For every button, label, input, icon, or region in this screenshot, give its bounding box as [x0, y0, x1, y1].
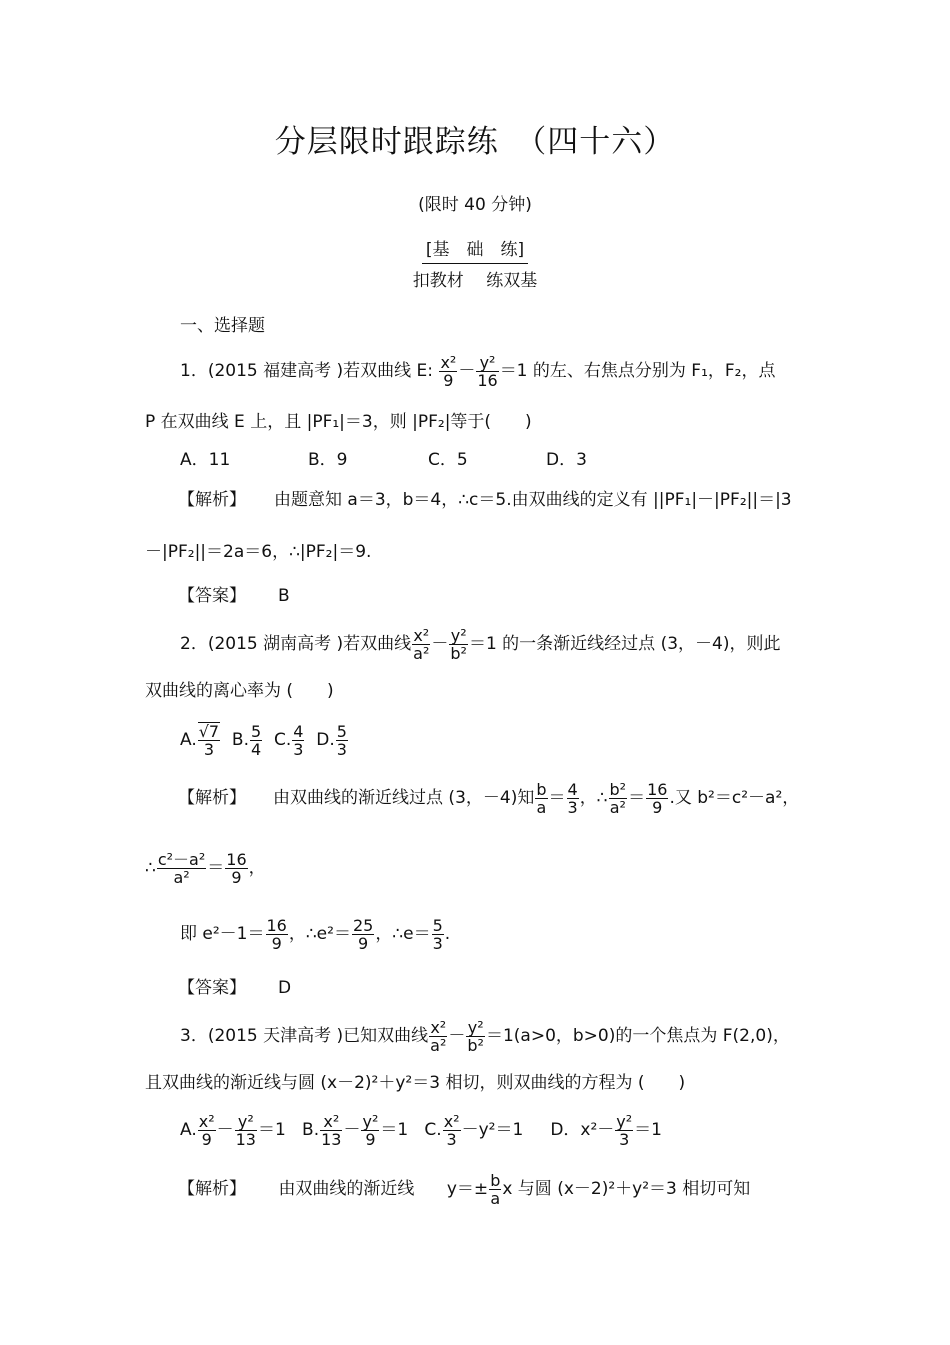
q2-an2-tail: ， — [248, 858, 266, 878]
q3-option-b-f2-num: y² — [362, 1111, 379, 1131]
q3-analysis-label: 【解析】 — [178, 1179, 246, 1199]
q2-an2-f2-num: 16 — [226, 849, 247, 869]
q2-option-a-den: 3 — [203, 740, 215, 759]
q2-an3-mid2: ，∴e＝ — [375, 924, 431, 944]
q2-an1-eq-1: ＝ — [548, 788, 566, 808]
q3-an1-text: 由双曲线的渐近线 — [278, 1179, 415, 1199]
q3-option-c-f1-den: 3 — [446, 1129, 457, 1149]
q3-option-b-frac-2 — [361, 1113, 379, 1148]
q1-analysis-line2: －|PF₂||＝2a＝6，∴|PF₂|＝9. — [145, 542, 372, 562]
q2-stem-line1 — [180, 624, 780, 664]
q3-option-c-frac-1 — [443, 1113, 461, 1148]
q3-option-a-f1-num: x² — [198, 1111, 215, 1131]
q2-an3-f1-num: 16 — [266, 915, 287, 935]
q3-option-b-tail: ＝1 — [380, 1120, 409, 1140]
q3-stem-line1 — [180, 1016, 790, 1056]
q3-option-a-frac-2 — [235, 1113, 257, 1148]
q1-f2-num: y² — [476, 354, 498, 372]
q2-option-b-den: 4 — [251, 739, 262, 759]
q3-option-b-f2-den: 9 — [365, 1129, 376, 1149]
q3-an1-f1-num: b — [490, 1170, 501, 1190]
q3-option-b-f1-den: 13 — [321, 1129, 342, 1149]
q3-option-a-f2-num: y² — [235, 1113, 257, 1131]
q2-an3-frac-1 — [266, 917, 288, 952]
q3-fraction-1 — [429, 1019, 447, 1054]
section-sub: 扣教材 练双基 — [412, 271, 538, 291]
q3-option-d-f1-num: y² — [616, 1111, 633, 1131]
q3-option-a-f2-den: 13 — [235, 1129, 256, 1149]
q1-answer: B — [278, 586, 290, 606]
q2-analysis-label: 【解析】 — [178, 788, 246, 808]
q2-an1-frac-2 — [567, 781, 579, 816]
q2-an1-f2-num: 4 — [567, 779, 578, 799]
q2-an3-f1-den: 9 — [271, 933, 282, 953]
q3-an1-tail: x 与圆 (x－2)²＋y²＝3 相切可知 — [502, 1179, 751, 1199]
q2-an1-f3-num: b² — [609, 779, 627, 799]
q3-option-c-tail: －y²＝1 — [461, 1120, 524, 1140]
q3-option-c-label: C. — [424, 1120, 442, 1140]
q3-option-d-f1-den: 3 — [619, 1129, 630, 1149]
q2-an2-lead: ∴ — [145, 858, 156, 878]
q2-an3-tail: . — [444, 924, 451, 944]
time-limit: (限时 40 分钟) — [418, 195, 532, 215]
q1-stem-line2: P 在双曲线 E 上，且 |PF₁|＝3，则 |PF₂|等于( ) — [145, 412, 532, 432]
q2-an1-f3-den: a² — [609, 797, 626, 817]
q3-an1-frac-1 — [489, 1172, 501, 1207]
q3-f2-num: y² — [467, 1017, 484, 1037]
q2-fraction-2 — [449, 627, 468, 662]
q3-option-b-frac-1 — [320, 1113, 342, 1148]
q3-option-a-minus: － — [216, 1120, 234, 1140]
q3-lead: 3．(2015 天津高考 )已知双曲线 — [180, 1026, 429, 1046]
q2-an1-eq-2: ＝ — [628, 788, 646, 808]
q2-option-d-frac — [336, 723, 348, 758]
q3-option-b-f1-num: x² — [320, 1113, 342, 1131]
q2-f2-den: b² — [450, 643, 467, 663]
q2-an1-frac-4 — [646, 781, 668, 816]
part-heading: 一、选择题 — [180, 316, 265, 336]
q3-option-b-label: B. — [302, 1120, 320, 1140]
q2-option-b-frac — [250, 723, 262, 758]
section-label-text: [基 础 练] — [422, 239, 528, 264]
q2-an2-f2-den: 9 — [231, 867, 242, 887]
q1-tail: ＝1 的左、右焦点分别为 F₁，F₂，点 — [499, 361, 776, 381]
q2-answer-label: 【答案】 — [178, 978, 246, 998]
q2-an1-f1-num: b — [536, 779, 547, 799]
q2-an1-tail: .又 b²＝c²－a²， — [669, 788, 800, 808]
q2-option-d-num: 5 — [336, 721, 347, 741]
q2-an2-eq: ＝ — [207, 858, 225, 878]
q2-an1-f1-den: a — [536, 797, 547, 817]
q3-option-d-frac-1 — [615, 1113, 633, 1148]
q2-option-d-den: 3 — [336, 739, 347, 759]
q3-fraction-2 — [466, 1019, 485, 1054]
q3-options — [180, 1110, 662, 1150]
q3-f2-den: b² — [467, 1035, 484, 1055]
q2-an3-lead: 即 e²－1＝ — [180, 924, 265, 944]
q2-analysis-line2 — [145, 848, 266, 888]
q1-option-c: C．5 — [428, 450, 468, 470]
q1-lead: 1．(2015 福建高考 )若双曲线 E: — [180, 361, 434, 381]
q1-answer-label: 【答案】 — [178, 586, 246, 606]
q2-option-a-frac — [198, 722, 220, 758]
q2-f1-num: x² — [413, 625, 430, 645]
q2-option-c-label: C. — [274, 730, 292, 750]
q2-tail: ＝1 的一条渐近线经过点 (3，－4)，则此 — [468, 634, 781, 654]
q3-option-a-label: A. — [180, 1120, 197, 1140]
q2-an1-text: 由双曲线的渐近线过点 (3，－4)知 — [273, 788, 535, 808]
q3-option-a-tail: ＝1 — [257, 1120, 286, 1140]
q3-f1-num: x² — [430, 1017, 447, 1037]
q3-option-a-f1-den: 9 — [201, 1129, 212, 1149]
q1-f2-den: 16 — [477, 370, 498, 390]
q2-an3-f2-den: 9 — [358, 933, 369, 953]
q2-an3-frac-2 — [352, 917, 374, 952]
q1-fraction-2 — [476, 354, 498, 389]
q2-an1-f2-den: 3 — [567, 797, 578, 817]
q2-option-c-num: 4 — [293, 721, 304, 741]
q3-option-a-frac-1 — [198, 1113, 216, 1148]
q2-an2-f1-den: a² — [173, 867, 190, 887]
q1-f1-den: 9 — [443, 370, 454, 390]
q2-analysis-line3 — [180, 914, 450, 954]
q2-an3-f3-num: 5 — [432, 915, 443, 935]
q2-an1-frac-3 — [609, 781, 628, 816]
q1-option-b: B．9 — [308, 450, 348, 470]
q3-minus: － — [448, 1026, 466, 1046]
q2-an2-frac-1 — [157, 851, 206, 886]
q2-an1-f4-den: 9 — [652, 797, 663, 817]
q2-analysis-line1 — [178, 778, 799, 818]
q2-an3-f2-num: 25 — [352, 915, 374, 935]
q2-an1-therefore: ，∴ — [579, 788, 608, 808]
q3-option-c-f1-num: x² — [443, 1111, 460, 1131]
q3-tail: ＝1(a>0，b>0)的一个焦点为 F(2,0)， — [485, 1026, 790, 1046]
q1-f1-num: x² — [440, 352, 457, 372]
q2-option-d-label: D. — [316, 730, 335, 750]
q2-an3-f3-den: 3 — [432, 933, 443, 953]
q2-f1-den: a² — [413, 643, 430, 663]
q3-an1-mid: y＝± — [446, 1179, 489, 1199]
q2-stem-line2: 双曲线的离心率为 ( ) — [145, 681, 334, 701]
q3-an1-f1-den: a — [490, 1188, 501, 1208]
q2-an3-frac-3 — [432, 917, 444, 952]
q2-option-c-den: 3 — [293, 739, 304, 759]
q2-fraction-1 — [412, 627, 430, 662]
q3-stem-line2: 且双曲线的渐近线与圆 (x－2)²＋y²＝3 相切，则双曲线的方程为 ( ) — [145, 1073, 686, 1093]
q2-option-a-num: √7 — [198, 722, 220, 741]
section-label — [0, 239, 950, 264]
q2-an3-mid: ，∴e²＝ — [288, 924, 351, 944]
q2-option-c-frac — [292, 723, 304, 758]
q2-an1-frac-1 — [535, 781, 547, 816]
q1-option-a: A．11 — [180, 450, 231, 470]
q1-stem-line1 — [180, 351, 776, 391]
q1-fraction-1 — [439, 354, 457, 389]
q2-option-a-label: A. — [180, 730, 197, 750]
page-title: 分层限时跟踪练 （四十六） — [274, 124, 676, 160]
q2-f2-num: y² — [450, 625, 467, 645]
q2-answer: D — [278, 978, 292, 998]
q1-option-d: D．3 — [546, 450, 587, 470]
q2-an1-f4-num: 16 — [647, 779, 668, 799]
q2-an2-frac-2 — [225, 851, 247, 886]
q2-an2-f1-num: c²－a² — [157, 849, 206, 869]
q3-f1-den: a² — [430, 1035, 447, 1055]
q2-option-b-num: 5 — [251, 721, 262, 741]
q3-option-d-tail: ＝1 — [634, 1120, 662, 1140]
q1-analysis-line1: 由题意知 a＝3，b＝4，∴c＝5.由双曲线的定义有 ||PF₁|－|PF₂||＝|3 — [274, 490, 792, 510]
q3-analysis-line1 — [178, 1169, 750, 1209]
q3-option-d-label: D．x²－ — [550, 1120, 615, 1140]
q1-analysis-label: 【解析】 — [178, 490, 246, 510]
q2-minus: － — [431, 634, 449, 654]
q2-option-b-label: B. — [231, 730, 249, 750]
q2-lead: 2．(2015 湖南高考 )若双曲线 — [180, 634, 412, 654]
q1-minus: － — [458, 361, 476, 381]
q3-option-b-minus: － — [343, 1120, 361, 1140]
q2-options — [180, 720, 349, 760]
